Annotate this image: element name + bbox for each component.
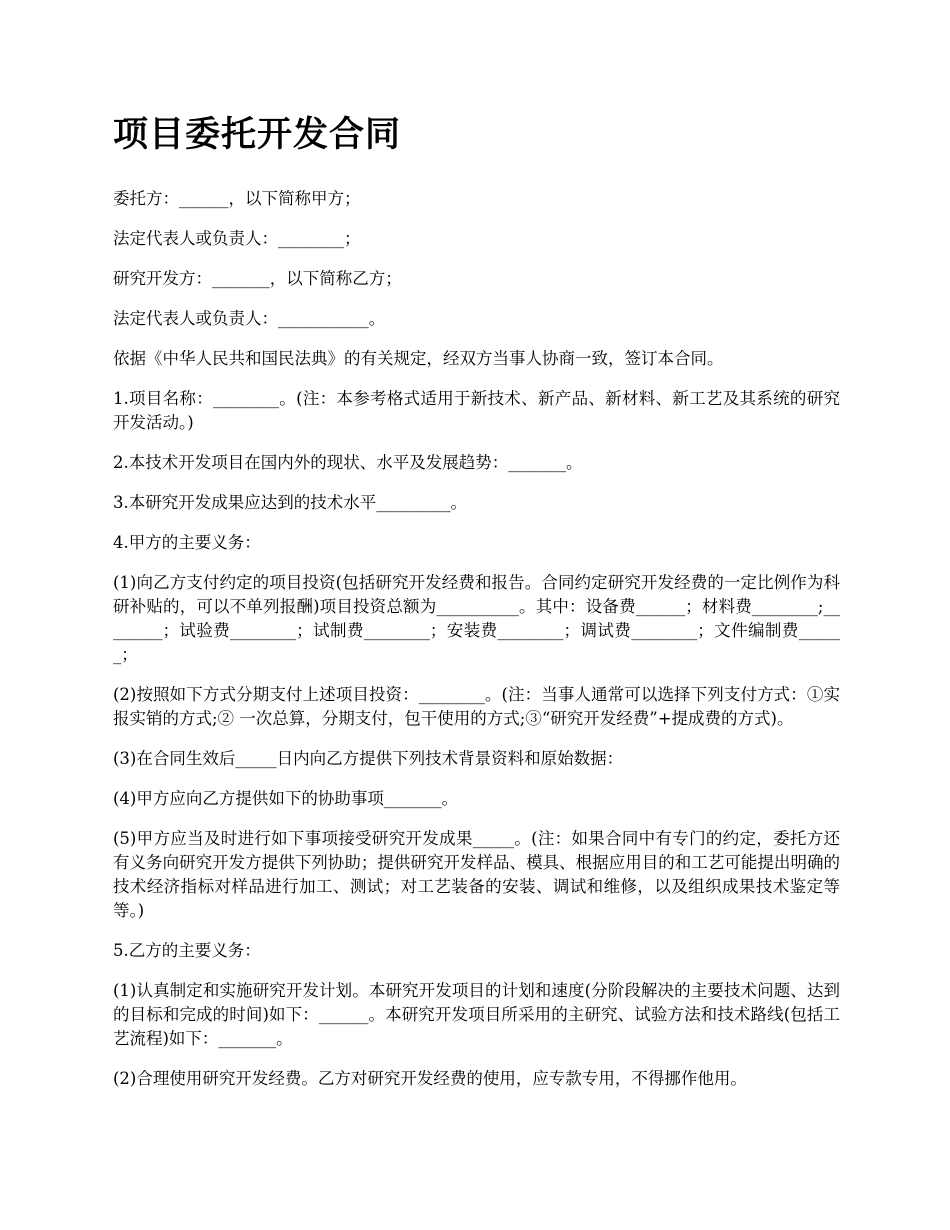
clause-legal-basis: 依据《中华人民共和国民法典》的有关规定，经双方当事人协商一致，签订本合同。 [113,349,724,368]
clause-4-2: (2)按照如下方式分期支付上述项目投资：________。(注：当事人通常可以选择下列支付方式：①实报实销的方式;② 一次总算，分期支付，包干使用的方式;③“研究开发经费”+提成费的方式)。 [113,685,840,728]
clause-3-technical-level: 3.本研究开发成果应达到的技术水平_________。 [113,493,467,512]
clause-4-5: (5)甲方应当及时进行如下事项接受研究开发成果_____。(注：如果合同中有专门的约定，委托方还有义务向研究开发方提供下列协助；提供研究开发样品、模具、根据应用目的和工艺可能提出明确的技术经济指标对样品进行加工、测试；对工艺装备的安装、调试和维修，以及组织成果技术鉴定等等。) [113,829,840,920]
clause-developer-representative: 法定代表人或负责人：___________。 [113,309,386,328]
clause-2-status: 2.本技术开发项目在国内外的现状、水平及发展趋势：_______。 [113,453,583,472]
clause-4-1: (1)向乙方支付约定的项目投资(包括研究开发经费和报告。合同约定研究开发经费的一定比例作为科研补贴的，可以不单列报酬)项目投资总额为__________。其中：设备费______；材料费________;________；试验费________；试制费________；安装费________；调试费________；文件编制费______； [113,573,840,664]
clause-4-4: (4)甲方应向乙方提供如下的协助事项_______。 [113,789,459,808]
document-page [113,104,840,1107]
clause-client: 委托方：______，以下简称甲方； [113,189,361,208]
clause-5-2: (2)合理使用研究开发经费。乙方对研究开发经费的使用，应专款专用，不得挪作他用。 [113,1069,747,1088]
clause-1-project-name: 1.项目名称：________。(注：本参考格式适用于新技术、新产品、新材料、新工艺及其系统的研究开发活动。) [113,389,840,432]
clause-client-representative: 法定代表人或负责人：________； [113,229,361,248]
clause-5-heading: 5.乙方的主要义务： [113,941,261,960]
clause-developer: 研究开发方：_______，以下简称乙方； [113,269,402,288]
clause-5-1: (1)认真制定和实施研究开发计划。本研究开发项目的计划和速度(分阶段解决的主要技术问题、达到的目标和完成的时间)如下：______。本研究开发项目所采用的主研究、试验方法和技术路线(包括工艺流程)如下：_______。 [113,981,840,1048]
clause-4-heading: 4.甲方的主要义务： [113,533,261,552]
document-title: 项目委托开发合同 [113,114,402,155]
clause-4-3: (3)在合同生效后_____日内向乙方提供下列技术背景资料和原始数据： [113,749,624,768]
